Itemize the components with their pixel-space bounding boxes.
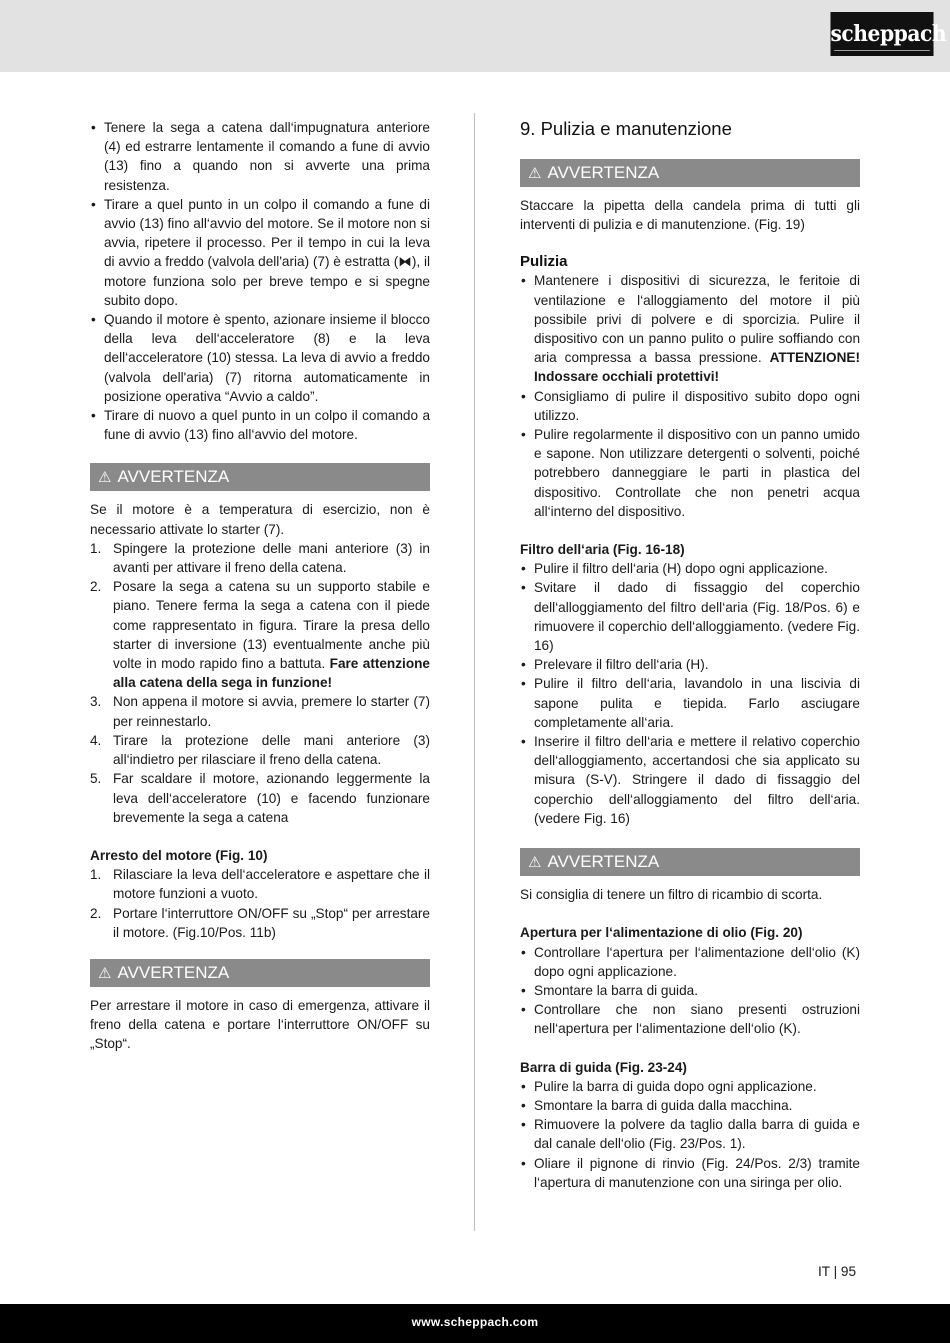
list-item: • Prelevare il filtro dell‘aria (H).	[520, 655, 860, 674]
list-item: 2. Posare la sega a catena su un supporto stabile e piano. Tenere ferma la sega a catena con il piede come rappresentato in figura. Tirare la presa dello starter di inversione (13) eventualmente anche più volte in modo rapido fino a battuta. Fare attenzione alla catena della sega in funzione!	[90, 579, 430, 691]
stop-heading: Arresto del motore (Fig. 10)	[90, 847, 268, 863]
list-item: • Controllare l‘apertura per l‘alimentazione dell‘olio (K) dopo ogni applicazione.	[520, 943, 860, 981]
warning-text: Se il motore è a temperatura di esercizio, non è necessario attivate lo starter (7).	[90, 502, 430, 537]
warning-label: AVVERTENZA	[547, 852, 660, 872]
list-item: • Tirare a quel punto in un colpo il comando a fune di avvio (13) fino all‘avvio del motore. Se il motore non si avvia, ripetere il processo. Per il tempo in cui la leva di avvio a freddo (valvola dell'aria) (7) è estratta (⧓), il motore funziona solo per breve tempo e si spegne subito dopo.	[90, 195, 430, 310]
left-column	[90, 118, 430, 1054]
page-number: IT | 95	[818, 1264, 857, 1279]
stop-steps	[90, 865, 430, 942]
section-title: 9. Pulizia e manutenzione	[520, 118, 732, 139]
warning-label: AVVERTENZA	[117, 962, 230, 982]
caution-text: Fare attenzione alla catena della sega in funzione!	[113, 656, 430, 691]
air-filter-heading: Filtro dell‘aria (Fig. 16-18)	[520, 542, 685, 558]
warning-text: Staccare la pipetta della candela prima di tutti gli interventi di pulizia e di manutenzione. (Fig. 19)	[520, 198, 860, 233]
list-item: 3. Non appena il motore si avvia, premere lo starter (7) per reinnestarlo.	[90, 694, 430, 729]
warning-banner	[90, 959, 430, 987]
right-column	[520, 118, 860, 1192]
list-item: • Mantenere i dispositivi di sicurezza, le feritoie di ventilazione e l‘alloggiamento del motore il più possibile privi di polvere e di sporcizia. Pulire il dispositivo con un panno pulito o pulire soffiando con aria compressa a bassa pressione. ATTENZIONE! Indossare occhiali protettivi!	[520, 271, 860, 386]
guide-bar-heading: Barra di guida (Fig. 23-24)	[520, 1059, 687, 1075]
cleaning-heading: Pulizia	[520, 253, 568, 271]
header-bar	[0, 0, 950, 72]
list-item: • Inserire il filtro dell‘aria e mettere il relativo coperchio dell‘alloggiamento, accertandosi che sia applicato su misura (S-V). Stringere il dado di fissaggio del coperchio dell‘alloggiamento del filtro dell‘aria. (vedere Fig. 16)	[520, 732, 860, 828]
warning-label: AVVERTENZA	[547, 163, 660, 182]
list-item: 4. Tirare la protezione delle mani anteriore (3) all‘indietro per rilasciare il freno della catena.	[90, 732, 430, 768]
list-item: 1. Spingere la protezione delle mani anteriore (3) in avanti per attivare il freno della catena.	[90, 540, 430, 576]
list-item: • Controllare che non siano presenti ostruzioni nell‘apertura per l‘alimentazione dell‘olio (K).	[520, 1000, 860, 1038]
warning-triangle-icon: ⚠	[528, 164, 542, 182]
list-item: • Pulire il filtro dell‘aria (H) dopo ogni applicazione.	[520, 559, 860, 578]
warning-banner	[520, 848, 860, 876]
list-item: • Consigliamo di pulire il dispositivo subito dopo ogni utilizzo.	[520, 387, 860, 425]
warning-triangle-icon: ⚠	[98, 963, 112, 982]
warning-banner	[90, 463, 430, 491]
list-item: • Pulire regolarmente il dispositivo con un panno umido e sapone. Non utilizzare detergenti o solventi, poiché potrebbero danneggiare le parti in plastica del dispositivo. Controllate che non penetri acqua all‘interno del dispositivo.	[520, 425, 860, 521]
list-item: • Svitare il dado di fissaggio del coperchio dell‘alloggiamento del filtro dell‘aria (Fig. 18/Pos. 6) e rimuovere il coperchio dell‘alloggiamento. (vedere Fig. 16)	[520, 578, 860, 655]
warning-text: Per arrestare il motore in caso di emergenza, attivare il freno della catena e portare l‘interruttore ON/OFF su „Stop“.	[90, 997, 430, 1052]
oil-opening-list	[520, 943, 860, 1039]
warning-banner	[520, 159, 860, 187]
caution-text: ATTENZIONE! Indossare occhiali protettivi!	[534, 350, 860, 385]
list-item: • Rimuovere la polvere da taglio dalla barra di guida e dal canale dell‘olio (Fig. 23/Pos. 1).	[520, 1115, 860, 1153]
list-item: • Tirare di nuovo a quel punto in un colpo il comando a fune di avvio (13) fino all‘avvio del motore.	[90, 406, 430, 444]
list-item: • Smontare la barra di guida dalla macchina.	[520, 1096, 860, 1115]
list-item: • Tenere la sega a catena dall‘impugnatura anteriore (4) ed estrarre lentamente il comando a fune di avvio (13) fino a quando non si avverte una prima resistenza.	[90, 118, 430, 195]
brand-logo: scheppach	[830, 12, 933, 56]
footer-bar	[0, 1304, 950, 1343]
list-item: • Smontare la barra di guida.	[520, 981, 860, 1000]
warning-triangle-icon: ⚠	[98, 468, 112, 487]
warning-triangle-icon: ⚠	[528, 853, 542, 872]
list-item: 1. Rilasciare la leva dell‘acceleratore e aspettare che il motore funzioni a vuoto.	[90, 867, 430, 902]
column-divider	[474, 113, 475, 1231]
warm-start-steps	[90, 539, 430, 827]
warning-text: Si consiglia di tenere un filtro di ricambio di scorta.	[520, 887, 823, 903]
list-item: 2. Portare l‘interruttore ON/OFF su „Stop“ per arrestare il motore. (Fig.10/Pos. 11b)	[90, 905, 430, 940]
cleaning-list	[520, 271, 860, 521]
start-instructions-list	[90, 118, 430, 444]
oil-opening-heading: Apertura per l‘alimentazione di olio (Fig. 20)	[520, 925, 803, 941]
air-filter-list	[520, 559, 860, 828]
list-item: • Pulire il filtro dell‘aria, lavandolo in una liscivia di sapone pulita e tiepida. Farlo asciugare completamente all‘aria.	[520, 674, 860, 732]
warning-label: AVVERTENZA	[117, 467, 230, 487]
list-item: • Pulire la barra di guida dopo ogni applicazione.	[520, 1077, 860, 1096]
guide-bar-list	[520, 1077, 860, 1192]
website-link[interactable]: www.scheppach.com	[411, 1315, 539, 1329]
list-item: • Oliare il pignone di rinvio (Fig. 24/Pos. 2/3) tramite l‘apertura di manutenzione con una siringa per olio.	[520, 1154, 860, 1192]
list-item: • Quando il motore è spento, azionare insieme il blocco della leva dell‘acceleratore (8) e la leva dell‘acceleratore (10) stessa. La leva di avvio a freddo (valvola dell'aria) (7) ritorna automaticamente in posizione operativa “Avvio a caldo”.	[90, 310, 430, 406]
list-item: 5. Far scaldare il motore, azionando leggermente la leva dell‘acceleratore (10) e facendo funzionare brevemente la sega a catena	[90, 771, 430, 825]
